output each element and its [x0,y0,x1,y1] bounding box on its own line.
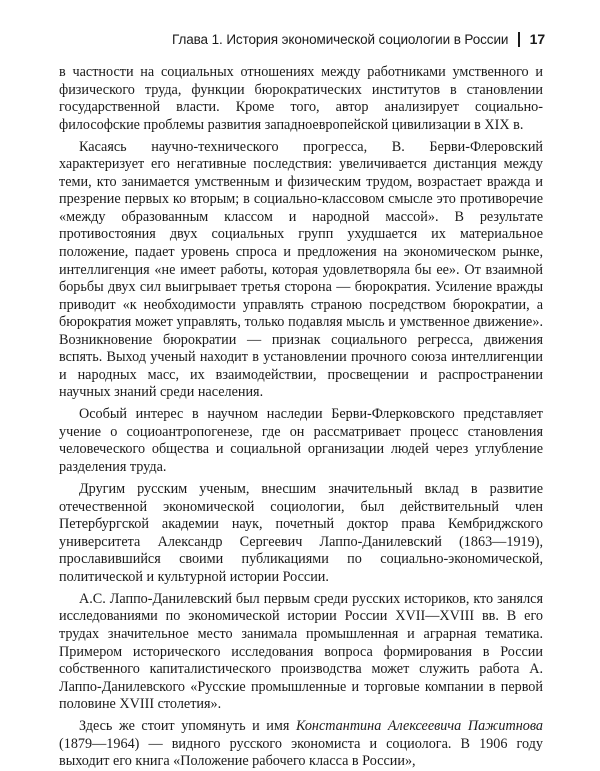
header-divider [518,32,519,47]
paragraph-6 [59,718,543,771]
person-name: Константина Алексеевича Пажитнова [295,718,543,735]
paragraph-2: Касаясь научно-технического прогресса, В. Берви-Флеровский характеризует его негативные последствия: увеличивается дистанция между теми, кто занимается умственным и физическим трудом, возрастает вражда и презрение первых ко вторым; в социально-классовом смысле это противоречие «между образованным классом и народной массой». В результате противостояния двух социальных групп ухудшается их материальное положение, падает уровень спроса и предложения на экономическом рынке, интеллигенция «не имеет работы, которая удовлетворяла бы ее». От взаимной борьбы двух сил выигрывает третья сторона — бюрократия. Усиление вражды приводит «к необходимости управлять страною посредством бюрократии, а бюрократия может управлять, только подавляя мысль и умственное движение». Возникновение бюрократии — признак социального регресса, движения вспять. Выход ученый находит в установлении прочного союза интеллигенции и народных масс, их взаимодействии, просвещении и распространении научных знаний среди населения. [59,138,543,401]
paragraph-4: Другим русским ученым, внесшим значительный вклад в развитие отечественной экономической социологии, был действительный член Петербургской академии наук, почетный доктор права Кембриджского университета Александр Сергеевич Лаппо-Данилевский (1863—1919), прославившийся своими публикациями по социально-экономической, политической и культурной истории России. [59,481,543,585]
paragraph-5: А.С. Лаппо-Данилевский был первым среди русских историков, кто занялся исследованиями по экономической истории России XVII—XVIII вв. В его трудах значительное место занимала промышленная и аграрная тематика. Примером исторического исследования вопроса формирования в России собственного капиталистического производства может служить работа А. Лаппо-Данилевского «Русские промышленные и торговые компании в первой половине XVIII столетия». [59,590,543,713]
running-header [172,29,545,49]
page-body [59,64,543,771]
page-number: 17 [529,31,546,47]
paragraph-1: в частности на социальных отношениях между работниками умственного и физического труда, функции бюрократических институтов в становлении государственной власти. Кроме того, автор анализирует социально-философские проблемы развития западноевропейской цивилизации в XIX в. [59,64,543,133]
paragraph-6-rest: (1879—1964) — видного русского экономиста и социолога. В 1906 году выходит его книга «Положение рабочего класса в России», [59,735,543,770]
paragraph-6-lead: Здесь же стоит упомянуть и имя [79,718,296,735]
paragraph-3: Особый интерес в научном наследии Берви-Флерковского представляет учение о социоантропогенезе, где он рассматривает процесс становления человеческого общества и социальной организации людей через углубление разделения труда. [59,406,543,476]
chapter-title: Глава 1. История экономической социологии в России [172,31,509,47]
